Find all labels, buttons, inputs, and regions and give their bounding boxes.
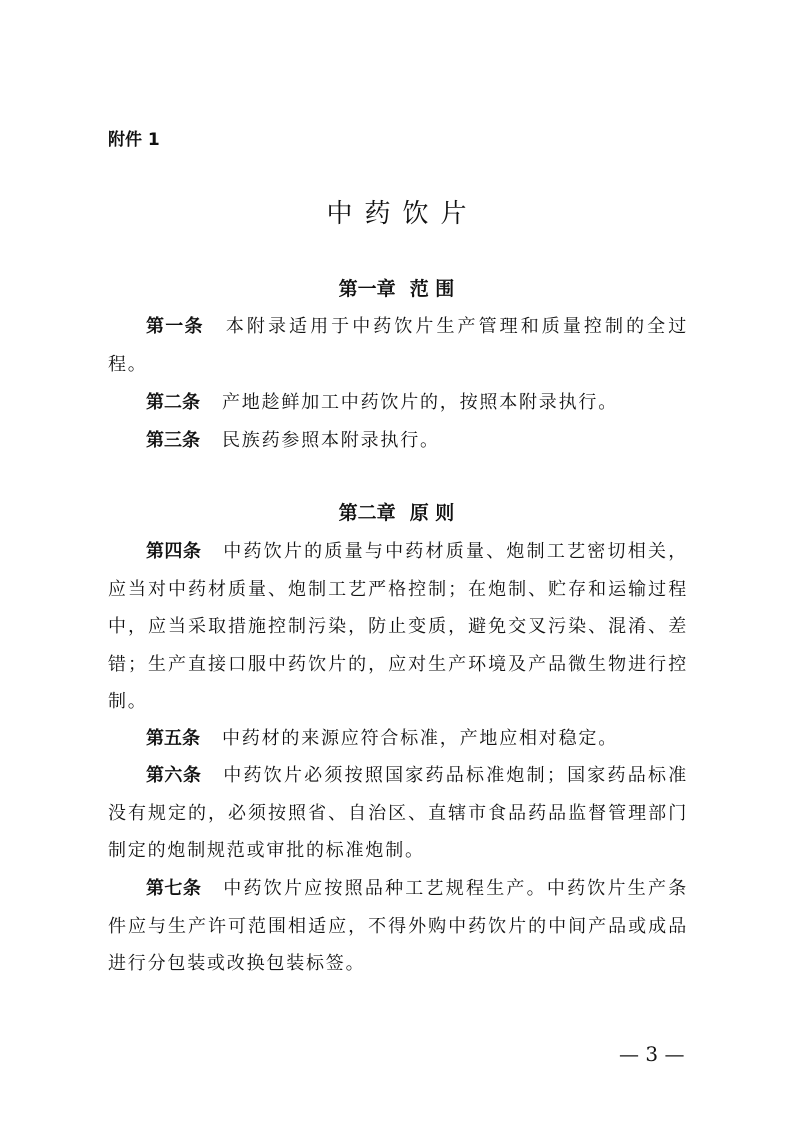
article-7-text: 中药饮片应按照品种工艺规程生产。中药饮片生产条件应与生产许可范围相适应，不得外购中药饮片的中间产品或成品进行分包装或改换包装标签。: [108, 878, 689, 974]
chapter-1-title: [0, 276, 793, 302]
article-5-text: 中药材的来源应符合标准，产地应相对稳定。: [222, 728, 618, 749]
article-4-label: 第四条: [146, 541, 202, 562]
article-3-label: 第三条: [146, 430, 200, 451]
article-4: [108, 533, 688, 721]
article-5-label: 第五条: [146, 728, 200, 749]
chapter-2-title: [0, 500, 793, 526]
article-6: [108, 757, 688, 870]
page-number: — 3 —: [619, 1042, 685, 1066]
article-2: [108, 384, 688, 422]
chapter-2-name: 原 则: [409, 502, 455, 524]
chapter-2-heading: 第二章: [338, 502, 396, 524]
article-6-label: 第六条: [146, 765, 202, 786]
article-2-label: 第二条: [146, 392, 200, 413]
article-2-text: 产地趁鲜加工中药饮片的，按照本附录执行。: [222, 392, 618, 413]
attachment-label: 附件 1: [108, 130, 160, 150]
chapter-1-heading: 第一章: [338, 278, 396, 300]
article-4-text: 中药饮片的质量与中药材质量、炮制工艺密切相关，应当对中药材质量、炮制工艺严格控制；在炮制、贮存和运输过程中，应当采取措施控制污染，防止变质，避免交叉污染、混淆、差错；生产直接口服中药饮片的，应对生产环境及产品微生物进行控制。: [108, 541, 689, 712]
article-1: [108, 308, 688, 383]
article-6-text: 中药饮片必须按照国家药品标准炮制；国家药品标准没有规定的，必须按照省、自治区、直辖市食品药品监督管理部门制定的炮制规范或审批的标准炮制。: [108, 765, 689, 861]
article-7: [108, 870, 688, 983]
article-3-text: 民族药参照本附录执行。: [222, 430, 440, 451]
chapter-1-name: 范 围: [409, 278, 455, 300]
article-1-text: 本附录适用于中药饮片生产管理和质量控制的全过程。: [108, 316, 689, 375]
document-title: 中药饮片: [326, 199, 479, 229]
article-1-label: 第一条: [146, 316, 204, 337]
article-7-label: 第七条: [146, 878, 202, 899]
article-3: [108, 422, 688, 460]
article-5: [108, 720, 688, 758]
